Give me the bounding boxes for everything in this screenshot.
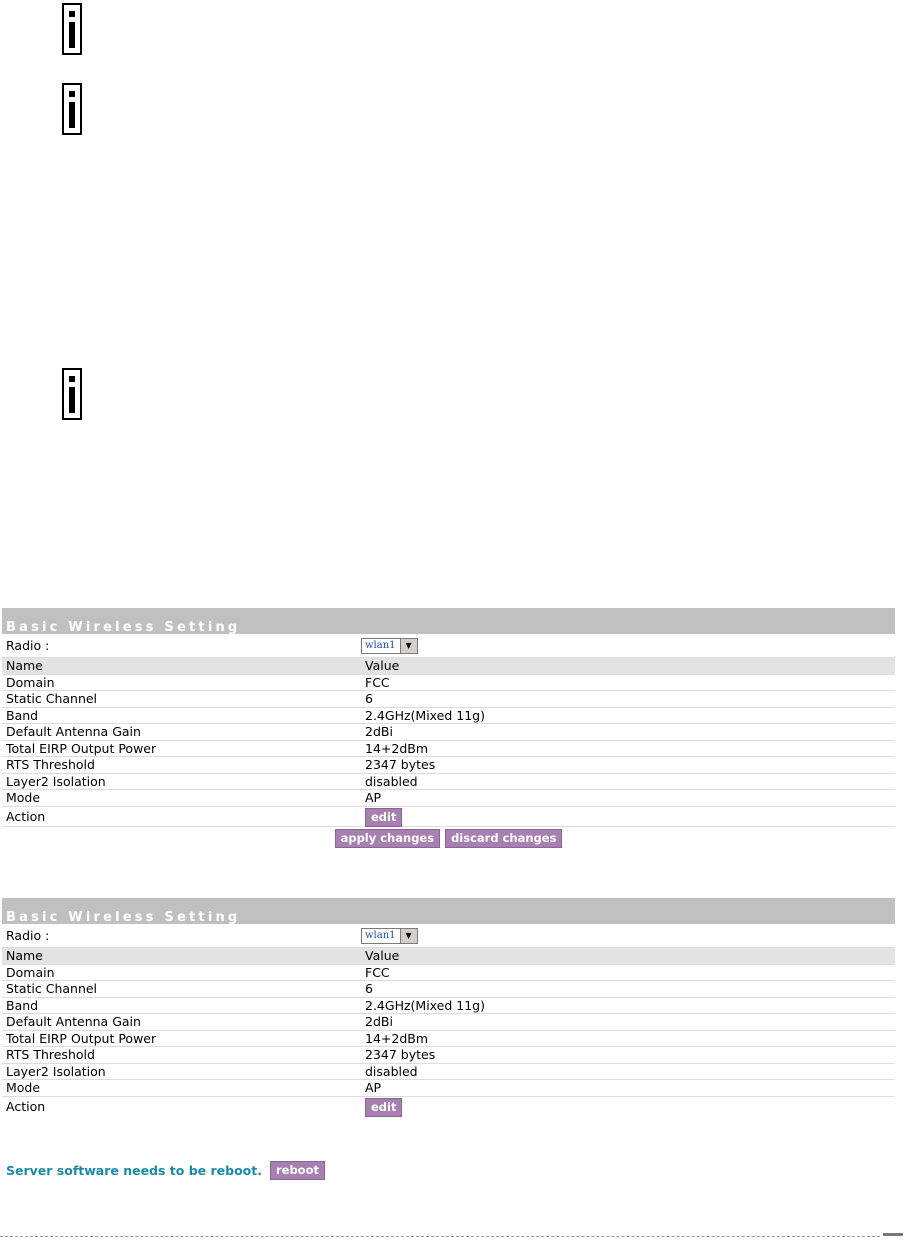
row-value: 2dBi <box>365 724 393 739</box>
radio-select[interactable] <box>361 928 418 944</box>
row-name: Layer2 Isolation <box>6 1063 106 1079</box>
row-value: FCC <box>365 964 390 980</box>
row-value: 6 <box>365 691 373 706</box>
table-row <box>2 998 895 1015</box>
row-value: 2dBi <box>365 1014 393 1029</box>
table-row <box>2 790 895 807</box>
discard-changes-button[interactable]: discard changes <box>445 829 562 848</box>
radio-select-value: wlan1 <box>365 929 396 941</box>
column-header-value: Value <box>365 658 400 673</box>
chevron-down-icon[interactable]: ▼ <box>400 929 417 943</box>
table-row <box>2 1047 895 1064</box>
footer-mark <box>883 1233 903 1236</box>
row-value: AP <box>365 1080 382 1095</box>
row-name: Static Channel <box>6 691 98 706</box>
chevron-down-icon[interactable]: ▼ <box>400 639 417 653</box>
table-row <box>2 1080 895 1097</box>
row-value: AP <box>365 790 382 805</box>
edit-button[interactable]: edit <box>365 808 402 827</box>
row-value: disabled <box>365 1063 418 1079</box>
info-icon <box>62 368 82 420</box>
edit-button[interactable]: edit <box>365 1098 402 1117</box>
table-row <box>2 1014 895 1031</box>
row-value: 14+2dBm <box>365 1030 429 1046</box>
row-value: 2.4GHz(Mixed 11g) <box>365 997 485 1013</box>
basic-wireless-panel-2 <box>2 898 895 1117</box>
row-name: Mode <box>6 790 41 805</box>
row-name: Domain <box>6 674 55 690</box>
action-row <box>2 1097 895 1117</box>
row-value: 2.4GHz(Mixed 11g) <box>365 707 485 723</box>
table-row <box>2 1064 895 1081</box>
radio-label: Radio : <box>6 928 50 943</box>
table-row <box>2 691 895 708</box>
info-icon <box>62 3 82 55</box>
row-value: disabled <box>365 773 418 789</box>
panel-title: Basic Wireless Setting <box>2 608 895 634</box>
column-header-name: Name <box>6 658 43 673</box>
table-row <box>2 757 895 774</box>
row-name: Layer2 Isolation <box>6 773 106 789</box>
radio-select-value: wlan1 <box>365 639 396 651</box>
row-name: RTS Threshold <box>6 1047 95 1062</box>
row-name: Mode <box>6 1080 41 1095</box>
row-name: Default Antenna Gain <box>6 724 141 739</box>
row-name: Default Antenna Gain <box>6 1014 141 1029</box>
radio-row <box>2 924 895 948</box>
row-name: Domain <box>6 964 55 980</box>
basic-wireless-panel-1 <box>2 608 895 851</box>
reboot-notice-text: Server software needs to be reboot. <box>6 1163 262 1178</box>
table-row <box>2 774 895 791</box>
row-value: 2347 bytes <box>365 757 436 772</box>
row-name: Total EIRP Output Power <box>6 740 157 756</box>
radio-label: Radio : <box>6 638 50 653</box>
row-name: Band <box>6 707 39 723</box>
table-header <box>2 948 895 965</box>
action-row <box>2 807 895 827</box>
row-value: 14+2dBm <box>365 740 429 756</box>
apply-changes-button[interactable]: apply changes <box>335 829 441 848</box>
row-name: Band <box>6 997 39 1013</box>
action-label: Action <box>6 808 46 824</box>
reboot-notice <box>6 1161 325 1180</box>
table-row <box>2 675 895 692</box>
table-row <box>2 741 895 758</box>
column-header-name: Name <box>6 948 43 963</box>
row-value: 2347 bytes <box>365 1047 436 1062</box>
column-header-value: Value <box>365 948 400 963</box>
row-value: FCC <box>365 674 390 690</box>
reboot-button[interactable]: reboot <box>270 1161 325 1180</box>
radio-select[interactable] <box>361 638 418 654</box>
row-name: Total EIRP Output Power <box>6 1030 157 1046</box>
panel-title: Basic Wireless Setting <box>2 898 895 924</box>
row-value: 6 <box>365 981 373 996</box>
table-row <box>2 1031 895 1048</box>
footer-divider <box>0 1236 880 1237</box>
row-name: Static Channel <box>6 981 98 996</box>
table-row <box>2 965 895 982</box>
radio-row <box>2 634 895 658</box>
row-name: RTS Threshold <box>6 757 95 772</box>
table-row <box>2 981 895 998</box>
action-label: Action <box>6 1098 46 1114</box>
button-bar <box>2 827 895 851</box>
table-header <box>2 658 895 675</box>
table-row <box>2 724 895 741</box>
table-row <box>2 708 895 725</box>
info-icon <box>62 83 82 135</box>
